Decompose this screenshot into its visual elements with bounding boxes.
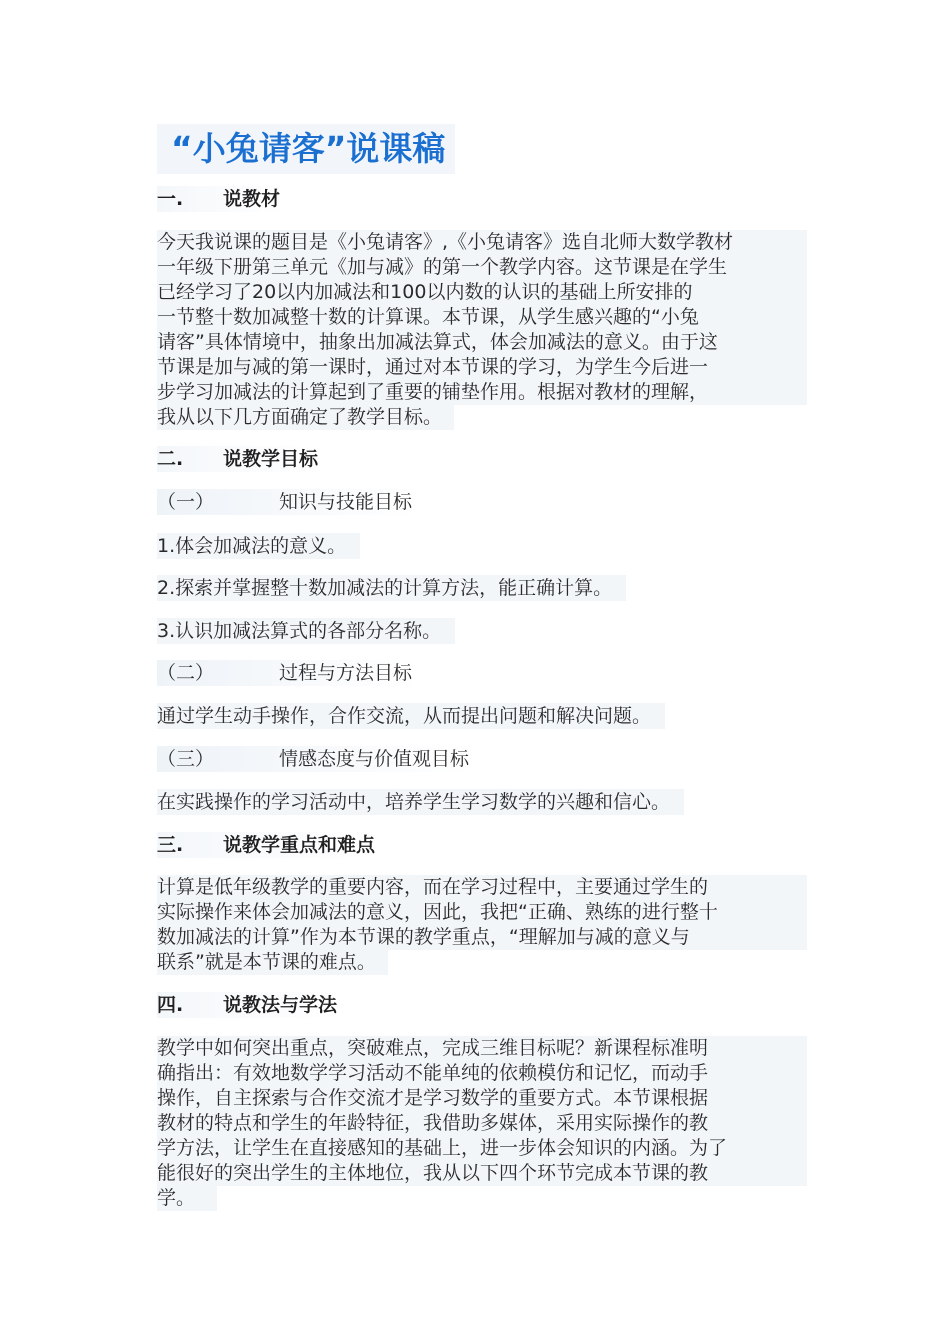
section-title: 说教材 xyxy=(223,188,281,210)
text-line: 计算是低年级教学的重要内容，而在学习过程中，主要通过学生的 xyxy=(157,875,807,900)
text-line: 节课是加与减的第一课时，通过对本节课的学习，为学生今后进一 xyxy=(157,355,807,380)
emotion-objective-text: 在实践操作的学习活动中，培养学生学习数学的兴趣和信心。 xyxy=(157,789,684,815)
text-line: 学方法，让学生在直接感知的基础上，进一步体会知识的内涵。为了 xyxy=(157,1136,807,1161)
text-line: 教学中如何突出重点，突破难点，完成三维目标呢？新课程标准明 xyxy=(157,1036,807,1061)
section-heading-key-points xyxy=(157,832,381,858)
section-number: 二. xyxy=(157,448,184,470)
text-line: 我从以下几方面确定了教学目标。 xyxy=(157,405,454,430)
text-line: 能很好的突出学生的主体地位，我从以下四个环节完成本节课的教 xyxy=(157,1161,807,1186)
document-title: “小兔请客”说课稿 xyxy=(157,124,455,174)
subheading-emotion-values xyxy=(157,746,477,772)
subheading-number: （二） xyxy=(157,662,215,684)
section-title: 说教法与学法 xyxy=(223,994,338,1016)
section-title: 说教学目标 xyxy=(223,448,319,470)
subheading-label: 过程与方法目标 xyxy=(279,662,413,684)
text-line: 操作，自主探索与合作交流才是学习数学的重要方式。本节课根据 xyxy=(157,1086,807,1111)
section-number: 三. xyxy=(157,834,184,856)
subheading-knowledge-skills xyxy=(157,489,420,515)
subheading-number: （一） xyxy=(157,491,215,513)
subheading-label: 知识与技能目标 xyxy=(279,491,413,513)
text-line: 教材的特点和学生的年龄特征，我借助多媒体，采用实际操作的教 xyxy=(157,1111,807,1136)
subheading-process-method xyxy=(157,660,420,686)
text-line: 一节整十数加减整十数的计算课。本节课，从学生感兴趣的“小兔 xyxy=(157,305,807,330)
objective-item-1: 1.体会加减法的意义。 xyxy=(157,533,360,559)
subheading-label: 情感态度与价值观目标 xyxy=(279,748,470,770)
text-line: 已经学习了20以内加减法和100以内数的认识的基础上所安排的 xyxy=(157,280,807,305)
section-heading-methods xyxy=(157,992,343,1018)
text-line: 联系”就是本节课的难点。 xyxy=(157,950,388,975)
text-line: 实际操作来体会加减法的意义，因此，我把“正确、熟练的进行整十 xyxy=(157,900,807,925)
paragraph-key-points xyxy=(157,875,807,975)
section-title: 说教学重点和难点 xyxy=(223,834,376,856)
process-objective-text: 通过学生动手操作，合作交流，从而提出问题和解决问题。 xyxy=(157,703,665,729)
section-heading-objectives xyxy=(157,446,324,472)
text-line: 确指出：有效地数学学习活动不能单纯的依赖模仿和记忆，而动手 xyxy=(157,1061,807,1086)
section-number: 四. xyxy=(157,994,184,1016)
text-line: 请客”具体情境中，抽象出加减法算式，体会加减法的意义。由于这 xyxy=(157,330,807,355)
subheading-number: （三） xyxy=(157,748,215,770)
text-line: 一年级下册第三单元《加与减》的第一个教学内容。这节课是在学生 xyxy=(157,255,807,280)
paragraph-methods xyxy=(157,1036,807,1211)
objective-item-2: 2.探索并掌握整十数加减法的计算方法，能正确计算。 xyxy=(157,575,626,601)
paragraph-textbook xyxy=(157,230,807,430)
text-line: 今天我说课的题目是《小兔请客》,《小兔请客》选自北师大数学教材 xyxy=(157,230,807,255)
text-line: 数加减法的计算”作为本节课的教学重点，“理解加与减的意义与 xyxy=(157,925,807,950)
section-number: 一. xyxy=(157,188,184,210)
objective-item-3: 3.认识加减法算式的各部分名称。 xyxy=(157,618,455,644)
section-heading-textbook xyxy=(157,186,286,212)
text-line: 步学习加减法的计算起到了重要的铺垫作用。根据对教材的理解， xyxy=(157,380,807,405)
text-line: 学。 xyxy=(157,1186,217,1211)
